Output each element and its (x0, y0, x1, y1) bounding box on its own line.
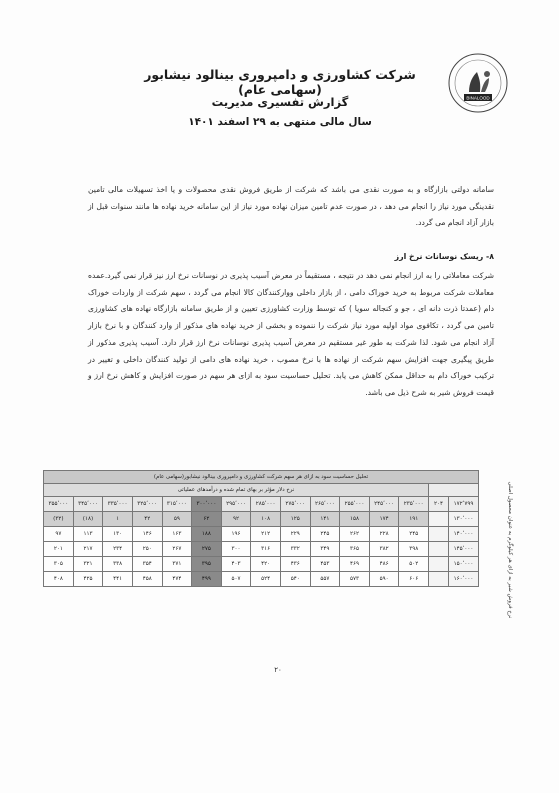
corner-blank (429, 484, 479, 497)
table-cell: ۳۵۴ (132, 557, 162, 572)
table-cell: ۳۷۱ (162, 557, 192, 572)
table-cell: ۱۵۸ (340, 512, 370, 527)
table-cell: ۲۶۷ (162, 542, 192, 557)
table-cell: ۲۱۷ (73, 542, 103, 557)
table-row (44, 557, 479, 572)
sensitivity-table (43, 470, 479, 587)
table-cell: ۳۰۰ (221, 542, 251, 557)
table-cell: ۱۲۵ (280, 512, 310, 527)
table-cell: ۲۲۸ (369, 527, 399, 542)
row-label: ۱۵۰٬۰۰۰ (449, 557, 479, 572)
table-cell: ۴۲۵ (73, 572, 103, 587)
table-cell: ۳۰۵ (44, 557, 74, 572)
table-cell: ۱۶۳ (162, 527, 192, 542)
rate-header: ۳۳۵٬۰۰۰ (103, 497, 133, 512)
table-cell: (۳۲) (44, 512, 74, 527)
table-cell: ۴۶۹ (340, 557, 370, 572)
row-label: ۱۶۰٬۰۰۰ (449, 572, 479, 587)
table-cell: ۴۹۹ (192, 572, 222, 587)
row-spacer (429, 527, 449, 542)
rate-header: ۳۲۵٬۰۰۰ (132, 497, 162, 512)
rate-header: ۳۵۵٬۰۰۰ (44, 497, 74, 512)
paragraph-procurement: سامانه دولتی بازارگاه و به صورت نقدی می باشد که شرکت از طریق فروش نقدی محصولات و یا اخذ تسهیلات مالی تامین نقدینگی مورد نیاز را انجام می دهد ، در صورت عدم تامین میزان نهاده مورد نیاز از این سامانه خرید نهاده ها مانند سنوات قبل از بازار آزاد انجام می گردد. (88, 185, 494, 228)
rate-header: ۲۳۵٬۰۰۰ (399, 497, 429, 512)
logo-text: BINALOOD (466, 95, 490, 101)
fiscal-period: سال مالی منتهی به ۲۹ اسفند ۱۴۰۱ (188, 116, 372, 128)
table-cell: ۱۳۰ (103, 527, 133, 542)
table-cell: ۵۵۷ (310, 572, 340, 587)
table-cell: ۴۰۸ (44, 572, 74, 587)
table-cell: ۱۱۳ (73, 527, 103, 542)
table-cell: ۲۴۵ (399, 527, 429, 542)
table-cell: ۲۴۵ (310, 527, 340, 542)
sensitivity-table-container (43, 470, 511, 626)
table-cell: ۴۰۳ (221, 557, 251, 572)
table-cell: ۳۶۵ (340, 542, 370, 557)
rate-header: ۲۵۵٬۰۰۰ (340, 497, 370, 512)
report-title: گزارش تفسیری مدیریت (211, 95, 349, 109)
table-cell: ۴۳۶ (280, 557, 310, 572)
table-cell: ۵۰۲ (399, 557, 429, 572)
section-heading-fx-risk: ۸- ریسک نوسانات نرخ ارز (394, 252, 494, 261)
table-cell: ۲۷۵ (192, 542, 222, 557)
table-cell: ۴۴۱ (103, 572, 133, 587)
table-subcaption: نرخ دلار مؤثر بر بهای تمام شده و درآمدهای عملیاتی (44, 484, 429, 497)
rate-header: ۲۹۵٬۰۰۰ (221, 497, 251, 512)
table-cell: ۴۷۴ (162, 572, 192, 587)
side-label (495, 481, 525, 619)
rate-header: ۲۸۵٬۰۰۰ (251, 497, 281, 512)
rate-header: ۳۰۰٬۰۰۰ (192, 497, 222, 512)
company-logo (447, 52, 509, 114)
table-cell: ۱۸۸ (192, 527, 222, 542)
table-cell: ۱۷۴ (369, 512, 399, 527)
row-spacer (429, 572, 449, 587)
row-spacer (429, 557, 449, 572)
rate-header-row (44, 497, 479, 512)
table-cell: ۴۸۶ (369, 557, 399, 572)
table-cell: ۳۹۵ (192, 557, 222, 572)
row-label: ۱۴۵٬۰۰۰ (449, 542, 479, 557)
table-cell: ۱ (103, 512, 133, 527)
table-cell: ۴۲ (132, 512, 162, 527)
corner-top: ۱۷۲٬۷۹۹ (449, 497, 479, 512)
table-row (44, 527, 479, 542)
table-cell: ۵۲۴ (251, 572, 281, 587)
table-cell: ۵۷۳ (340, 572, 370, 587)
corner-bottom: ۲۰۴ (429, 497, 449, 512)
table-cell: ۴۲۰ (251, 557, 281, 572)
table-cell: ۶۰۶ (399, 572, 429, 587)
table-cell: ۱۰۸ (251, 512, 281, 527)
table-cell: ۳۹۸ (399, 542, 429, 557)
row-label: ۱۴۰٬۰۰۰ (449, 527, 479, 542)
table-cell: ۲۱۲ (251, 527, 281, 542)
table-cell: ۵۴۰ (280, 572, 310, 587)
table-cell: ۳۳۲ (280, 542, 310, 557)
rate-header: ۲۷۵٬۰۰۰ (280, 497, 310, 512)
row-spacer (429, 542, 449, 557)
table-cell: ۵۹۰ (369, 572, 399, 587)
company-name: شرکت کشاورزی و دامپروری بینالود نیشابور (سهامی عام) (144, 67, 416, 97)
table-cell: ۳۱۶ (251, 542, 281, 557)
table-cell: ۲۲۹ (280, 527, 310, 542)
table-cell: ۴۵۸ (132, 572, 162, 587)
rate-header: ۲۴۵٬۰۰۰ (369, 497, 399, 512)
table-cell: (۱۸) (73, 512, 103, 527)
table-cell: ۱۹۱ (399, 512, 429, 527)
table-cell: ۲۰۱ (44, 542, 74, 557)
table-cell: ۲۶۲ (340, 527, 370, 542)
paragraph-fx-risk: شرکت معاملاتی را به ارز انجام نمی دهد در نتیجه ، مستقیماً در معرض آسیب پذیری در نوسانات نرخ ارز نیز قرار نمی گیرد.عمده معاملات شرکت مربوط به خرید خوراک دامی ، از بازار داخلی ووارکنندگان کالا انجام می گردد ، سهم شرکت از واردات خوراک دام (عمدتا ذرت دانه ای ، جو و کنجاله سویا ) که توسط وزارت کشاورزی تعیین و از طریق سامانه بازارگاه نهاده های کشاورزی تامین می گردد ، تکافوی مواد اولیه مورد نیاز شرکت را ننموده و بخشی از خرید نهاده های مذکور از وارد کنندگان و با نرخ بازار آزاد انجام می شود. لذا شرکت به طور غیر مستقیم در معرض آسیب پذیری نوسانات نرخ ارز قرار دارد. آسیب پذیری مذکور از طریق پیگیری جهت افزایش سهم شرکت از نهاده ها با نرخ مصوب ، خرید نهاده های دامی از تولید کنندگان داخلی و تغییر در ترکیب خوراک دام به حداقل ممکن کاهش می یابد. تحلیل حساسیت سود به ازای هر سهم در صورت افزایش و کاهش نرخ ارز و قیمت فروش شیر به شرح ذیل می باشد. (88, 271, 494, 397)
table-caption-row (44, 471, 479, 484)
rate-header: ۲۶۵٬۰۰۰ (310, 497, 340, 512)
table-cell: ۵۰۷ (221, 572, 251, 587)
rate-header: ۳۱۵٬۰۰۰ (162, 497, 192, 512)
table-cell: ۲۳۴ (103, 542, 133, 557)
table-cell: ۹۲ (221, 512, 251, 527)
table-cell: ۳۸۲ (369, 542, 399, 557)
table-row (44, 542, 479, 557)
table-cell: ۶۲ (192, 512, 222, 527)
table-cell: ۲۵۰ (132, 542, 162, 557)
table-cell: ۳۳۸ (103, 557, 133, 572)
table-cell: ۱۴۶ (132, 527, 162, 542)
table-cell: ۴۵۳ (310, 557, 340, 572)
table-cell: ۳۴۹ (310, 542, 340, 557)
rate-header: ۳۴۵٬۰۰۰ (73, 497, 103, 512)
table-row (44, 512, 479, 527)
table-subcaption-row (44, 484, 479, 497)
table-cell: ۵۹ (162, 512, 192, 527)
table-cell: ۹۷ (44, 527, 74, 542)
row-spacer (429, 512, 449, 527)
table-cell: ۱۹۶ (221, 527, 251, 542)
table-caption: تحلیل حساسیت سود به ازای هر سهم شرکت کشاورزی و دامپروری بینالود نیشابور(سهامی عام) (44, 471, 479, 484)
table-cell: ۱۴۱ (310, 512, 340, 527)
table-cell: ۳۲۱ (73, 557, 103, 572)
table-row (44, 572, 479, 587)
row-label: ۱۳۰٬۰۰۰ (449, 512, 479, 527)
side-label-text: نرخ فروش شیر به ازای هر کیلوگرم به عنوان محصول اصلی (507, 481, 513, 619)
page-number: ۲۰ (274, 666, 282, 674)
